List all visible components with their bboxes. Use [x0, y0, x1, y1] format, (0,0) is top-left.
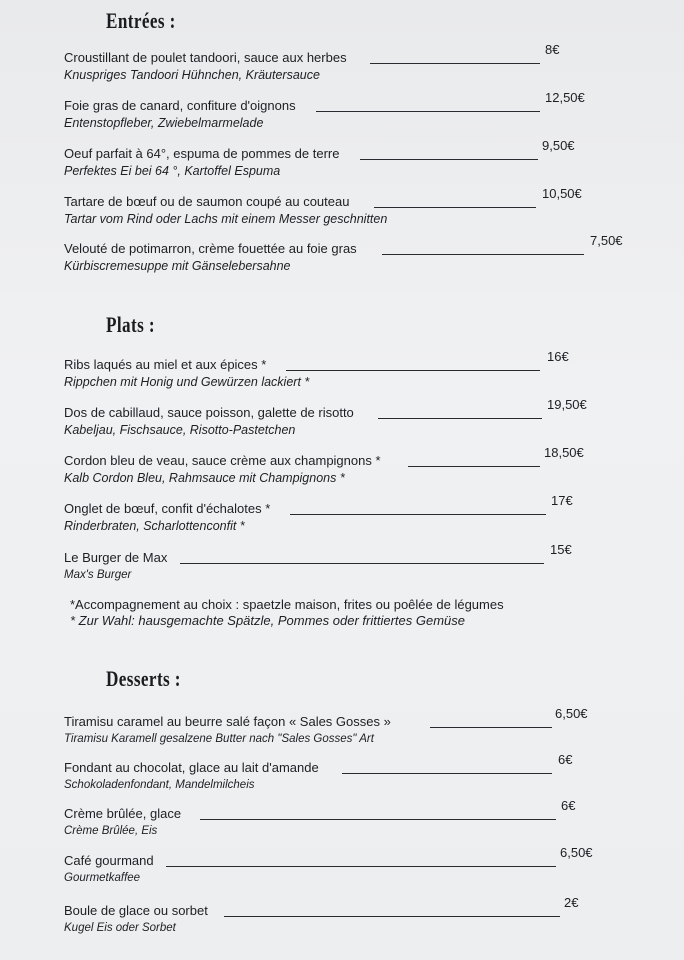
- dish-name-fr: Boule de glace ou sorbet: [64, 903, 208, 918]
- menu-item: [64, 706, 634, 747]
- dish-name-de: Rinderbraten, Scharlottenconfit *: [64, 519, 245, 533]
- menu-item: [64, 186, 634, 227]
- leader-line: [378, 418, 542, 419]
- leader-line: [342, 773, 552, 774]
- dish-price: 17€: [551, 493, 573, 508]
- menu-item: [64, 445, 634, 486]
- menu-item: [64, 90, 634, 131]
- leader-line: [316, 111, 540, 112]
- dish-name-de: Perfektes Ei bei 64 °, Kartoffel Espuma: [64, 164, 281, 178]
- dish-name-de: Schokoladenfondant, Mandelmilcheis: [64, 779, 255, 791]
- section-title-entrees: Entrées :: [106, 8, 176, 33]
- menu-item: [64, 138, 634, 179]
- dish-name-de: Kürbiscremesuppe mit Gänselebersahne: [64, 259, 291, 273]
- dish-name-de: Crème Brûlée, Eis: [64, 825, 158, 837]
- side-dish-note-de: * Zur Wahl: hausgemachte Spätzle, Pommes oder frittiertes Gemüse: [70, 613, 465, 628]
- leader-line: [408, 466, 540, 467]
- dish-price: 9,50€: [542, 138, 575, 153]
- dish-price: 16€: [547, 349, 569, 364]
- dish-name-fr: Foie gras de canard, confiture d'oignons: [64, 98, 296, 113]
- dish-price: 6,50€: [560, 845, 593, 860]
- dish-name-de: Tartar vom Rind oder Lachs mit einem Messer geschnitten: [64, 212, 388, 226]
- section-title-desserts: Desserts :: [106, 666, 181, 691]
- dish-price: 19,50€: [547, 397, 587, 412]
- dish-name-fr: Café gourmand: [64, 853, 154, 868]
- dish-name-fr: Croustillant de poulet tandoori, sauce aux herbes: [64, 50, 347, 65]
- dish-name-fr: Onglet de bœuf, confit d'échalotes *: [64, 501, 271, 516]
- dish-name-fr: Cordon bleu de veau, sauce crème aux champignons *: [64, 453, 381, 468]
- dish-price: 8€: [545, 42, 560, 57]
- menu-item: [64, 798, 634, 839]
- dish-name-fr: Dos de cabillaud, sauce poisson, galette de risotto: [64, 405, 354, 420]
- menu-item: [64, 233, 634, 274]
- leader-line: [224, 916, 560, 917]
- leader-line: [360, 159, 538, 160]
- dish-price: 18,50€: [544, 445, 584, 460]
- leader-line: [166, 866, 556, 867]
- dish-name-de: Entenstopfleber, Zwiebelmarmelade: [64, 116, 264, 130]
- menu-item: [64, 542, 634, 583]
- menu-item: [64, 845, 634, 886]
- dish-name-de: Kugel Eis oder Sorbet: [64, 922, 176, 934]
- menu-item: [64, 493, 634, 534]
- leader-line: [286, 370, 540, 371]
- dish-name-de: Knuspriges Tandoori Hühnchen, Kräutersauce: [64, 68, 320, 82]
- dish-name-de: Gourmetkaffee: [64, 872, 141, 884]
- dish-name-de: Max's Burger: [64, 569, 132, 581]
- dish-price: 7,50€: [590, 233, 623, 248]
- section-title-plats: Plats :: [106, 312, 155, 337]
- dish-name-de: Kalb Cordon Bleu, Rahmsauce mit Champignons *: [64, 471, 345, 485]
- dish-name-fr: Velouté de potimarron, crème fouettée au foie gras: [64, 241, 357, 256]
- leader-line: [382, 254, 584, 255]
- leader-line: [430, 727, 552, 728]
- leader-line: [200, 819, 556, 820]
- dish-name-fr: Tartare de bœuf ou de saumon coupé au couteau: [64, 194, 350, 209]
- dish-name-fr: Oeuf parfait à 64°, espuma de pommes de terre: [64, 146, 340, 161]
- menu-item: [64, 752, 634, 793]
- dish-name-fr: Ribs laqués au miel et aux épices *: [64, 357, 267, 372]
- dish-name-de: Rippchen mit Honig und Gewürzen lackiert *: [64, 375, 310, 389]
- dish-price: 12,50€: [545, 90, 585, 105]
- leader-line: [370, 63, 540, 64]
- dish-price: 6€: [561, 798, 576, 813]
- leader-line: [180, 563, 544, 564]
- menu-item: [64, 42, 634, 83]
- dish-name-fr: Crème brûlée, glace: [64, 806, 182, 821]
- dish-name-fr: Le Burger de Max: [64, 550, 168, 565]
- dish-name-fr: Fondant au chocolat, glace au lait d'amande: [64, 760, 319, 775]
- dish-price: 10,50€: [542, 186, 582, 201]
- dish-price: 15€: [550, 542, 572, 557]
- menu-item: [64, 349, 634, 390]
- side-dish-note-fr: *Accompagnement au choix : spaetzle maison, frites ou poêlée de légumes: [70, 597, 504, 612]
- menu-item: [64, 397, 634, 438]
- menu-item: [64, 895, 634, 936]
- leader-line: [290, 514, 546, 515]
- dish-price: 6,50€: [555, 706, 588, 721]
- dish-price: 2€: [564, 895, 579, 910]
- leader-line: [374, 207, 536, 208]
- dish-name-fr: Tiramisu caramel au beurre salé façon « Sales Gosses »: [64, 714, 391, 729]
- dish-name-de: Tiramisu Karamell gesalzene Butter nach "Sales Gosses" Art: [64, 733, 374, 745]
- dish-price: 6€: [558, 752, 573, 767]
- dish-name-de: Kabeljau, Fischsauce, Risotto-Pastetchen: [64, 423, 296, 437]
